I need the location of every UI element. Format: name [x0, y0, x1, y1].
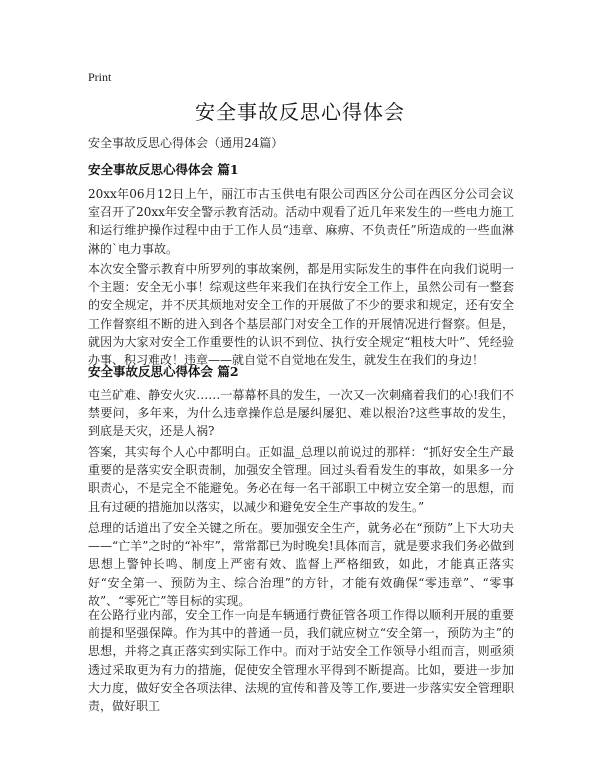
- section-2-paragraph-1: 屯兰矿难、静安火灾……一幕幕杯具的发生，一次又一次刺痛着我们的心!我们不禁要问，多年来，为什么违章操作总是屡纠屡犯、难以根治?这些事故的发生，到底是天灾，还是人祸?: [88, 388, 514, 439]
- section-2-paragraph-2: 答案，其实每个人心中都明白。正如温_总理以前说过的那样：“抓好安全生产最重要的是落实安全职责制，加强安全管理。回过头看看发生的事故，如果多一分职责心，不是完全不能避免。务必在每一名干部职工中树立安全第一的思想，而且有过硬的措施加以落实，以减少和避免安全生产事故的发生。”: [88, 445, 514, 514]
- section-heading-2: 安全事故反思心得体会 篇2: [88, 364, 239, 379]
- document-subtitle: 安全事故反思心得体会（通用24篇）: [88, 136, 284, 150]
- print-label[interactable]: Print: [88, 70, 112, 84]
- section-heading-1: 安全事故反思心得体会 篇1: [88, 162, 239, 177]
- section-1-paragraph-2: 本次安全警示教育中所罗列的事故案例，都是用实际发生的事件在向我们说明一个主题：安全无小事！综观这些年来我们在执行安全工作上，虽然公司有一整套的安全规定，并不厌其烦地对安全工作的开展做了不少的要求和规定，还有安全工作督察组不断的进入到各个基层部门对安全工作的开展情况进行督察。但是，就因为大家对安全工作重要性的认识不到位、执行安全规定“粗枝大叶”、凭经验办事、积习难改！违章——就自觉不自觉地在发生，就发生在我们的身边！: [88, 262, 514, 368]
- section-2-paragraph-4: 在公路行业内部，安全工作一向是车辆通行费征管各项工作得以顺利开展的重要前提和坚强保障。作为其中的普通一员，我们就应树立“安全第一，预防为主”的思想，并将之真正落实到实际工作中。而对于站安全工作领导小组而言，则亟须透过采取更为有力的措施，促使安全管理水平得到不断提高。比如，要进一步加大力度，做好安全各项法律、法规的宣传和普及等工作,要进一步落实安全管理职责，做好职工: [88, 608, 514, 714]
- section-2-paragraph-3: 总理的话道出了安全关键之所在。要加强安全生产，就务必在“预防”上下大功夫——“亡羊”之时的“补牢”，常常都已为时晚矣!具体而言，就是要求我们务必做到思想上警钟长鸣、制度上严密有效、监督上严格细致，如此，才能真正落实好“安全第一、预防为主、综合治理”的方针，才能有效确保“零违章”、“零事故”、“零死亡”等目标的实现。: [88, 521, 514, 608]
- section-1-paragraph-1: 20xx年06月12日上午，丽江市古玉供电有限公司西区分公司在西区分公司会议室召开了20xx年安全警示教育活动。活动中观看了近几年来发生的一些电力施工和运行维护操作过程中由于工作人员“违章、麻痹、不负责任”所造成的一些血淋淋的`电力事故。: [88, 187, 514, 256]
- page-title: 安全事故反思心得体会: [195, 100, 405, 124]
